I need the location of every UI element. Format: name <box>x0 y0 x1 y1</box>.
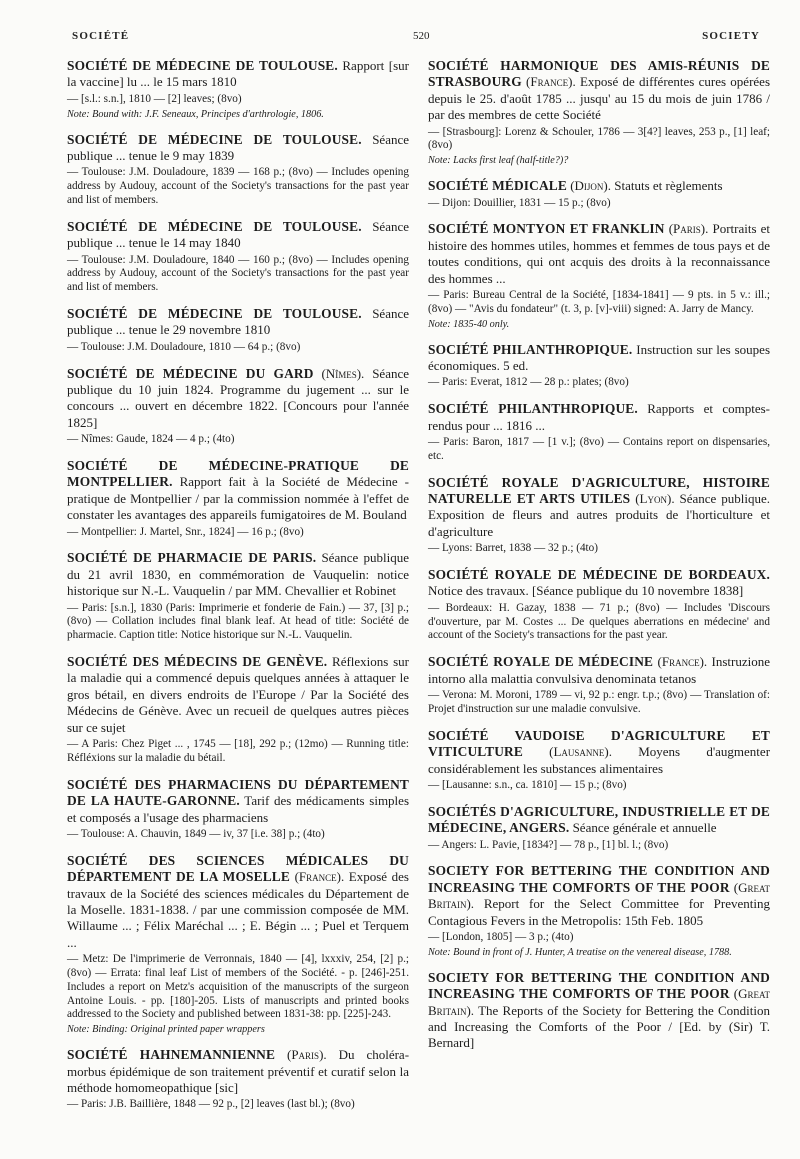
entry-heading: SOCIÉTÉ DES PHARMACIENS DU DÉPARTEMENT DE LA HAUTE-GARONNE. <box>67 776 409 809</box>
entry-imprint: — [London, 1805] — 3 p.; (4to) <box>428 930 574 943</box>
entry-imprint: — Verona: M. Moroni, 1789 — vi, 92 p.: engr. t.p.; (8vo) — Translation of: Projet d'instruction sur une maladie convulsive. <box>428 689 770 715</box>
catalog-entry <box>428 58 770 167</box>
running-head-right: SOCIETY <box>702 30 760 42</box>
entry-imprint: — Paris: Baron, 1817 — [1 v.]; (8vo) — Contains report on dispensaries, etc. <box>428 436 770 462</box>
entry-place: (France). <box>294 869 345 885</box>
catalog-entry <box>428 863 770 958</box>
entry-heading: SOCIÉTÉ ROYALE DE MÉDECINE DE BORDEAUX. <box>428 567 770 583</box>
entry-place: (Paris). <box>668 221 709 237</box>
entry-imprint: — A Paris: Chez Piget ... , 1745 — [18], 292 p.; (12mo) — Running title: Réfléxions sur la maladie du bétail. <box>67 738 409 764</box>
catalog-entry <box>67 458 409 539</box>
entry-note: Note: Bound with: J.F. Seneaux, Principes d'arthrologie, 1806. <box>67 108 324 120</box>
entry-lead <box>67 777 409 826</box>
entry-heading: SOCIÉTÉ DES SCIENCES MÉDICALES DU DÉPARTEMENT DE LA MOSELLE <box>67 852 409 885</box>
entry-place: (Lausanne). <box>549 744 612 760</box>
entry-lead <box>428 863 770 929</box>
entry-title: Exposé des travaux de la Société des sciences médicales du Département de la Moselle. 1831-1838. / par une commission composée de MM. Willaume ... ; Félix Maréchal ... ; E. Bégin ... ; Puel et Terquem ... <box>67 869 409 950</box>
entry-imprint: — [s.l.: s.n.], 1810 — [2] leaves; (8vo) <box>67 92 242 105</box>
entry-imprint: — Paris: Bureau Central de la Société, [1834-1841] — 9 pts. in 5 v.: ill.; (8vo) — "Avis du fondateur" (t. 3, p. [v]-viii) signed: A. Jarry de Mancy. <box>428 289 770 315</box>
catalog-entry <box>428 475 770 556</box>
entry-title: Séance publique ... tenue le 14 may 1840 <box>67 218 409 251</box>
entry-place: (France). <box>657 654 708 670</box>
entry-imprint: — [Lausanne: s.n., ca. 1810] — 15 p.; (8vo) <box>428 778 627 791</box>
catalog-entry <box>67 777 409 842</box>
entry-lead <box>67 458 409 524</box>
page-number: 520 <box>413 30 430 42</box>
entry-lead <box>67 219 409 252</box>
entry-lead <box>428 342 770 375</box>
right-column <box>428 58 770 1063</box>
entry-heading: SOCIÉTÉ DE MÉDECINE DE TOULOUSE. <box>67 218 362 234</box>
catalog-entry <box>428 401 770 463</box>
catalog-entry <box>67 132 409 208</box>
catalog-entry <box>428 567 770 643</box>
entry-lead <box>67 853 409 951</box>
entry-heading: SOCIÉTÉ ROYALE D'AGRICULTURE, HISTOIRE NATURELLE ET ARTS UTILES <box>428 474 770 507</box>
entry-title: Du choléra-morbus épidémique de son traitement préventif et curatif selon la méthode homomeopathique [sic] <box>67 1047 410 1095</box>
entry-title: Réflexions sur la maladie qui a commencé depuis quelques années à attaquer le gros bétail, en divers endroits de l'Europe / Par la Société des Médecins de Génève. Avec un recueil de quelques autres pièces sur ce sujet <box>67 654 409 735</box>
entry-place: (Dijon). <box>570 178 611 194</box>
entry-imprint: — Bordeaux: H. Gazay, 1838 — 71 p.; (8vo) — Includes 'Discours d'ouverture, par M. Costes ... De quelques aberrations en médecine' and account of the Society's transactions for the past year. <box>428 601 770 642</box>
entry-lead <box>67 58 409 91</box>
entry-lead <box>428 58 770 124</box>
entry-heading: SOCIÉTÉ MONTYON ET FRANKLIN <box>428 221 665 237</box>
entry-title: Statuts et règlements <box>614 178 723 194</box>
entry-heading: SOCIÉTÉ DE MÉDECINE DE TOULOUSE. <box>67 306 362 322</box>
entry-title: Séance générale et annuelle <box>572 820 717 836</box>
entry-note: Note: 1835-40 only. <box>428 318 510 330</box>
entry-place: (Nîmes). <box>321 365 365 381</box>
entry-place: (Paris). <box>287 1047 327 1063</box>
entry-lead <box>428 654 770 687</box>
running-head-left: SOCIÉTÉ <box>72 30 130 42</box>
entry-heading: SOCIETY FOR BETTERING THE CONDITION AND INCREASING THE COMFORTS OF THE POOR <box>428 863 770 895</box>
entry-imprint: — Toulouse: J.M. Douladoure, 1839 — 168 p.; (8vo) — Includes opening address by Audouy, account of the Society's transactions for the past year and list of members. <box>67 166 409 207</box>
entry-heading: SOCIÉTÉ DE MÉDECINE-PRATIQUE DE MONTPELLIER. <box>67 458 409 490</box>
entry-title: Séance publique. Exposition de fleurs and autres produits de l'horticulture et d'agriculture <box>428 491 770 539</box>
entry-imprint: — Toulouse: J.M. Douladoure, 1810 — 64 p.; (8vo) <box>67 340 301 353</box>
entry-heading: SOCIÉTÉ DE PHARMACIE DE PARIS. <box>67 550 317 566</box>
entry-place: (France). <box>526 74 576 90</box>
entry-heading: SOCIÉTÉS D'AGRICULTURE, INDUSTRIELLE ET DE MÉDECINE, ANGERS. <box>428 803 770 836</box>
entry-heading: SOCIETY FOR BETTERING THE CONDITION AND INCREASING THE COMFORTS OF THE POOR <box>428 969 770 1002</box>
left-column <box>67 58 409 1123</box>
entry-heading: SOCIÉTÉ HARMONIQUE DES AMIS-RÉUNIS DE STRASBOURG <box>428 58 770 90</box>
catalog-entry <box>428 728 770 793</box>
entry-title: Séance publique ... tenue le 9 may 1839 <box>67 131 409 164</box>
entry-lead <box>67 366 409 432</box>
entry-heading: SOCIÉTÉ PHILANTHROPIQUE. <box>428 341 633 357</box>
catalog-entry <box>67 366 409 447</box>
catalog-entry <box>67 654 409 766</box>
entry-heading: SOCIÉTÉ DE MÉDECINE DE TOULOUSE. <box>67 131 362 147</box>
entry-title: Moyens d'augmenter considérablement les substances alimentaires <box>428 744 771 776</box>
entry-place: (Great Britain). <box>428 986 770 1018</box>
catalog-entry <box>428 654 770 716</box>
entry-place: (Lyon). <box>635 491 675 507</box>
entry-lead <box>428 804 770 837</box>
catalog-entry <box>67 550 409 643</box>
entry-lead <box>428 728 770 777</box>
entry-title: Rapport fait à la Société de Médecine - pratique de Montpellier / par la commission nommée à l'effet de constater les avantages des appareils fumigatoires de M. Bouland <box>67 474 409 523</box>
entry-imprint: — [Strasbourg]: Lorenz & Schouler, 1786 — 3[4?] leaves, 253 p., [1] leaf; (8vo) <box>428 125 770 152</box>
entry-title: Séance publique du 21 avril 1830, en commémoration de Vauquelin: notice historique sur N.-L. Vauquelin / par MM. Chevallier et Robinet <box>67 550 409 599</box>
entry-title: Rapports et comptes-rendus pour ... 1816 ... <box>428 401 770 433</box>
entry-place: (Great Britain). <box>428 879 770 912</box>
entry-heading: SOCIÉTÉ MÉDICALE <box>428 178 567 194</box>
catalog-entry <box>428 178 770 210</box>
entry-lead <box>67 550 409 599</box>
catalog-entry <box>67 306 409 355</box>
entry-imprint: — Metz: De l'imprimerie de Verronnais, 1840 — [4], lxxxiv, 254, [2] p.; (8vo) — Errata: final leaf List of members of the Société. - p. [246]-251. Includes a report on Metz's acquisition of the manuscripts of the surgeon Antoine Louis. - pp. [180]-205. Lists of manuscripts and printed books addressed to the Society and published between 1831-38: pp. [225]-243. <box>67 953 409 1021</box>
entry-note: Note: Binding: Original printed paper wrappers <box>67 1024 265 1036</box>
catalog-entry <box>67 58 409 121</box>
entry-imprint: — Lyons: Barret, 1838 — 32 p.; (4to) <box>428 542 598 555</box>
entry-title: Séance publique ... tenue le 29 novembre 1810 <box>67 306 409 338</box>
entry-imprint: — Montpellier: J. Martel, Snr., 1824] — 16 p.; (8vo) <box>67 525 304 538</box>
entry-lead <box>428 178 770 194</box>
entry-title: Instruzione intorno alla malattia convulsiva denominata tetanos <box>428 654 771 686</box>
entry-lead <box>67 1047 409 1096</box>
entry-heading: SOCIÉTÉ DES MÉDECINS DE GENÈVE. <box>67 654 328 670</box>
entry-heading: SOCIÉTÉ HAHNEMANNIENNE <box>67 1047 276 1063</box>
entry-note: Note: Bound in front of J. Hunter, A treatise on the venereal disease, 1788. <box>428 946 732 958</box>
entry-title: Séance publique du 10 juin 1824. Programme du jugement ... sur le concours ... ouvert en décembre 1822. [Concours pour l'année 1825] <box>67 365 410 430</box>
entry-imprint: — Toulouse: J.M. Douladoure, 1840 — 160 p.; (8vo) — Includes opening address by Audouy, account of the Society's transactions for the past year and list of members. <box>67 253 409 294</box>
entry-lead <box>428 221 770 287</box>
entry-imprint: — Dijon: Douillier, 1831 — 15 p.; (8vo) <box>428 196 611 209</box>
entry-lead <box>67 132 409 165</box>
entry-heading: SOCIÉTÉ DE MÉDECINE DU GARD <box>67 365 314 381</box>
entry-title: Rapport [sur la vaccine] lu ... le 15 mars 1810 <box>67 58 409 90</box>
catalog-entry <box>67 1047 409 1112</box>
catalog-entry <box>428 221 770 330</box>
catalog-entry <box>67 219 409 295</box>
entry-imprint: — Paris: Everat, 1812 — 28 p.: plates; (8vo) <box>428 376 629 389</box>
catalog-entry <box>67 853 409 1036</box>
entry-title: Notice des travaux. [Séance publique du 10 novembre 1838] <box>428 583 744 599</box>
entry-lead <box>428 475 770 541</box>
entry-title: Tarif des médicaments simples et composés a l'usage des pharmaciens <box>67 793 410 825</box>
entry-imprint: — Angers: L. Pavie, [1834?] — 78 p., [1] bl. l.; (8vo) <box>428 838 669 851</box>
entry-lead <box>428 567 770 600</box>
entry-imprint: — Paris: [s.n.], 1830 (Paris: Imprimerie et fonderie de Fain.) — 37, [3] p.; (8vo) — Collation includes final blank leaf. At head of title: Société de pharmacie. Caption title: Notice historique sur N.-L. Vauquelin. <box>67 601 409 642</box>
entry-note: Note: Lacks first leaf (half-title?)? <box>428 155 569 167</box>
catalog-entry <box>428 970 770 1052</box>
entry-imprint: — Toulouse: A. Chauvin, 1849 — iv, 37 [i.e. 38] p.; (4to) <box>67 827 325 840</box>
entry-lead <box>428 970 770 1052</box>
entry-heading: SOCIÉTÉ DE MÉDECINE DE TOULOUSE. <box>67 58 338 73</box>
entry-title: Report for the Select Committee for Preventing Contagious Fevers in the Metropolis: 15th Feb. 1805 <box>428 896 771 928</box>
entry-lead <box>428 401 770 434</box>
entry-heading: SOCIÉTÉ PHILANTHROPIQUE. <box>428 401 638 417</box>
catalog-entry <box>428 804 770 853</box>
entry-title: Portraits et histoire des hommes utiles, hommes et femmes de tous pays et de toutes conditions, qui ont acquis des droits à la reconnaissance des hommes ... <box>428 221 770 286</box>
entry-heading: SOCIÉTÉ ROYALE DE MÉDECINE <box>428 654 654 670</box>
entry-title: Exposé de différentes cures opérées depuis le 25. d'août 1785 ... jusqu' au 15 du mois de juin 1786 / par des membres de cette Société <box>428 74 771 123</box>
entry-title: Instruction sur les soupes économiques. 5 ed. <box>428 341 770 374</box>
entry-lead <box>67 654 409 736</box>
catalog-entry <box>428 342 770 391</box>
entry-imprint: — Paris: J.B. Baillière, 1848 — 92 p., [2] leaves (last bl.); (8vo) <box>67 1098 355 1111</box>
entry-heading: SOCIÉTÉ VAUDOISE D'AGRICULTURE ET VITICULTURE <box>428 727 770 760</box>
entry-lead <box>67 306 409 339</box>
entry-imprint: — Nîmes: Gaude, 1824 — 4 p.; (4to) <box>67 433 235 446</box>
entry-title: The Reports of the Society for Bettering the Condition and Increasing the Comforts of the Poor / [Ed. by (Sir) T. Bernard] <box>428 1002 771 1051</box>
